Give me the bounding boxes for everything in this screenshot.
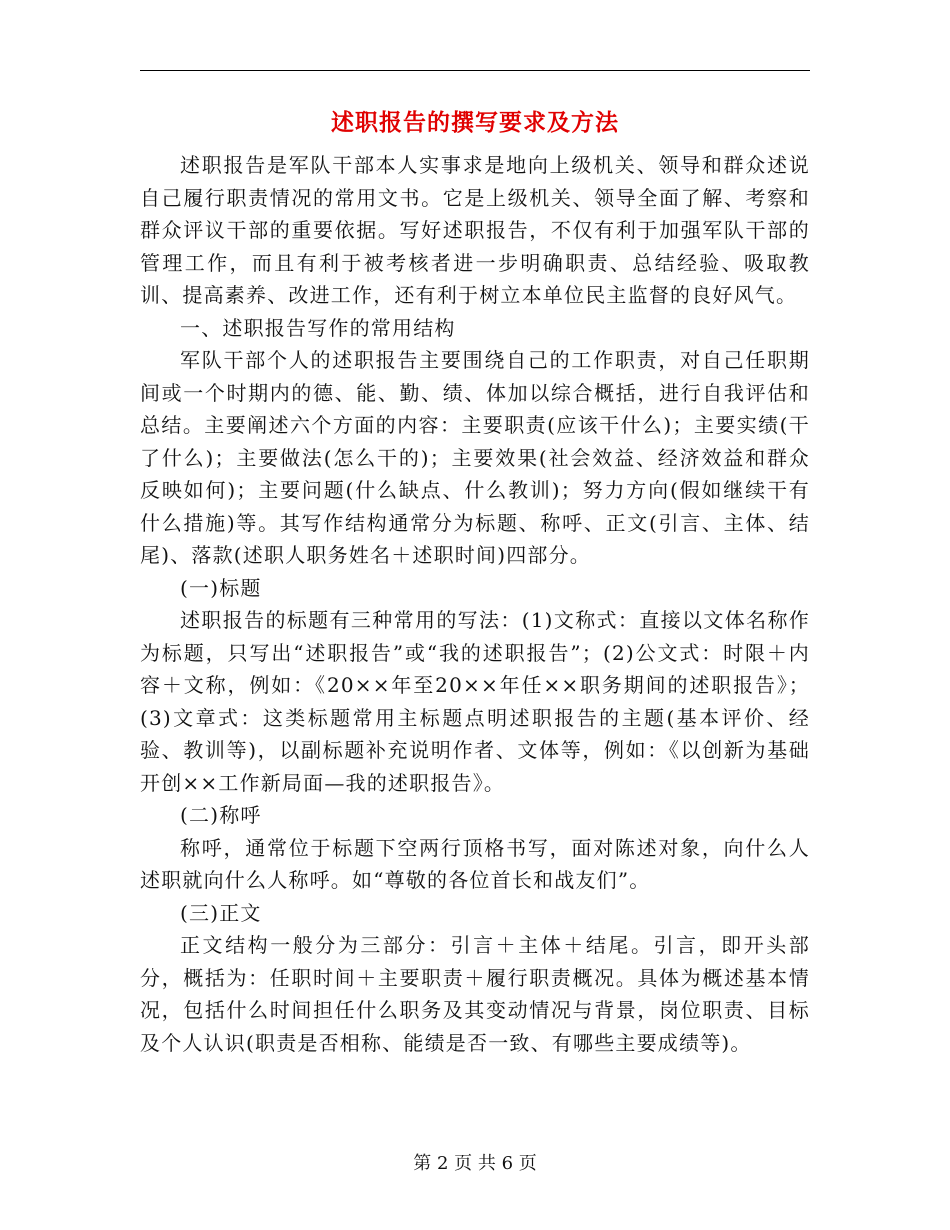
paragraph-title: 述职报告的标题有三种常用的写法：(1)文称式：直接以文体名称作为标题，只写出“述职报告”或“我的述职报告”；(2)公文式：时限＋内容＋文称，例如：《20××年至20××年任××职务期间的述职报告》；(3)文章式：这类标题常用主标题点明述职报告的主题(基本评价、经验、教训等)，以副标题补充说明作者、文体等，例如：《以创新为基础开创××工作新局面—我的述职报告》。 bbox=[140, 608, 810, 795]
paragraph-structure: 军队干部个人的述职报告主要围绕自己的工作职责，对自己任职期间或一个时期内的德、能、勤、绩、体加以综合概括，进行自我评估和总结。主要阐述六个方面的内容：主要职责(应该干什么)；主要实绩(干了什么)；主要做法(怎么干的)；主要效果(社会效益、经济效益和群众反映如何)；主要问题(什么缺点、什么教训)；努力方向(假如继续干有什么措施)等。其写作结构通常分为标题、称呼、正文(引言、主体、结尾)、落款(述职人职务姓名＋述职时间)四部分。 bbox=[140, 348, 810, 567]
document-body bbox=[140, 149, 810, 1059]
footer-prefix: 第 bbox=[413, 1153, 432, 1174]
footer-middle: 页 共 bbox=[454, 1153, 496, 1174]
footer-page-number: 2 bbox=[436, 1153, 449, 1174]
subheading-title: (一)标题 bbox=[180, 575, 262, 600]
document-title: 述职报告的撰写要求及方法 bbox=[331, 109, 619, 136]
section-heading-structure: 一、述职报告写作的常用结构 bbox=[180, 315, 456, 340]
footer-total-pages: 6 bbox=[501, 1153, 514, 1174]
paragraph-intro: 述职报告是军队干部本人实事求是地向上级机关、领导和群众述说自己履行职责情况的常用文书。它是上级机关、领导全面了解、考察和群众评议干部的重要依据。写好述职报告，不仅有利于加强军队干部的管理工作，而且有利于被考核者进一步明确职责、总结经验、吸取教训、提高素养、改进工作，还有利于树立本单位民主监督的良好风气。 bbox=[140, 153, 810, 307]
footer-suffix: 页 bbox=[518, 1153, 537, 1174]
subheading-body: (三)正文 bbox=[180, 900, 262, 925]
subheading-salutation: (二)称呼 bbox=[180, 803, 262, 827]
page-footer bbox=[140, 1152, 810, 1176]
paragraph-salutation: 称呼，通常位于标题下空两行顶格书写，面对陈述对象，向什么人述职就向什么人称呼。如“尊敬的各位首长和战友们”。 bbox=[140, 835, 810, 892]
header-rule bbox=[140, 70, 810, 71]
paragraph-body: 正文结构一般分为三部分：引言＋主体＋结尾。引言，即开头部分，概括为：任职时间＋主要职责＋履行职责概况。具体为概述基本情况，包括什么时间担任什么职务及其变动情况与背景，岗位职责、目标及个人认识(职责是否相称、能绩是否一致、有哪些主要成绩等)。 bbox=[140, 933, 810, 1055]
